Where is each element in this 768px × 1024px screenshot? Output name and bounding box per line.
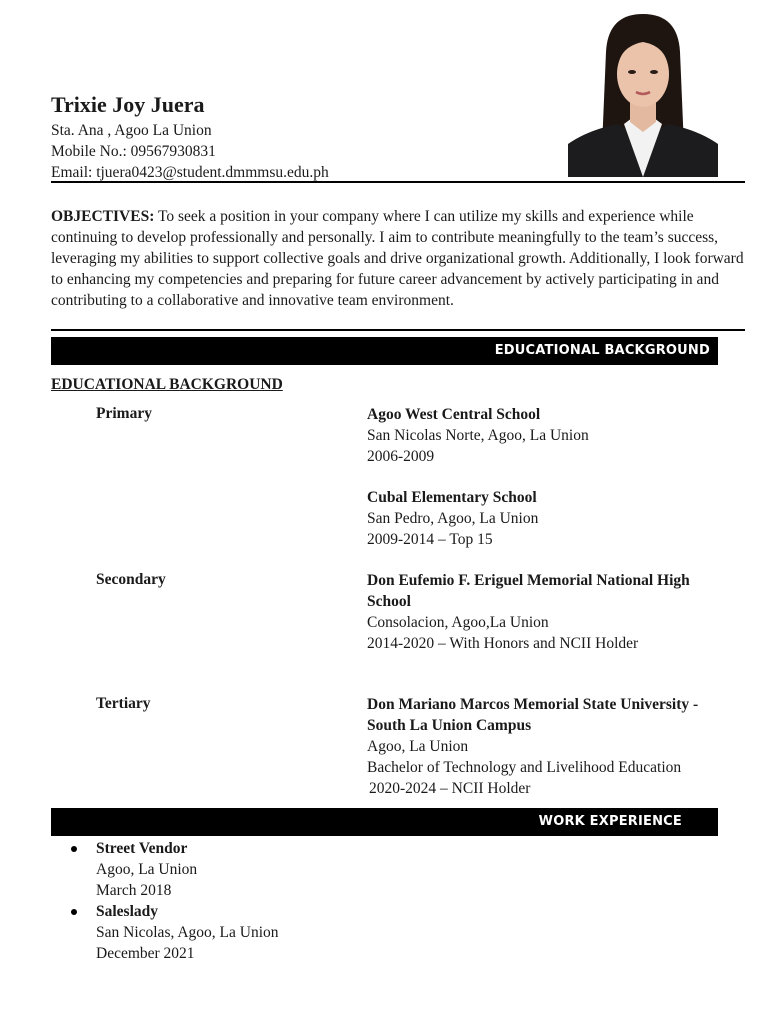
- school-name: Cubal Elementary School: [367, 489, 537, 506]
- school-address: Agoo, La Union: [367, 738, 469, 755]
- education-banner-label: EDUCATIONAL BACKGROUND: [494, 343, 710, 358]
- school-name: Agoo West Central School: [367, 406, 541, 423]
- job-location: Agoo, La Union: [96, 861, 198, 878]
- objective-divider: [51, 329, 745, 331]
- contact-info: [51, 120, 329, 183]
- address: Sta. Ana , Agoo La Union: [51, 122, 212, 139]
- school-entry: [367, 694, 727, 799]
- school-entry: [367, 404, 727, 467]
- list-item: [51, 901, 279, 964]
- school-course: Bachelor of Technology and Livelihood Education: [367, 759, 682, 776]
- school-name: Don Eufemio F. Eriguel Memorial National High School: [367, 572, 690, 610]
- school-years: 2009-2014 – Top 15: [367, 531, 493, 548]
- objective-section: [51, 206, 745, 311]
- objective-label: OBJECTIVES:: [51, 208, 155, 225]
- job-location: San Nicolas, Agoo, La Union: [96, 924, 279, 941]
- job-date: December 2021: [96, 945, 195, 962]
- school-address: San Nicolas Norte, Agoo, La Union: [367, 427, 589, 444]
- mobile-number: Mobile No.: 09567930831: [51, 143, 216, 160]
- profile-photo: [568, 12, 718, 177]
- level-primary: Primary: [96, 405, 152, 422]
- school-years: 2020-2024 – NCII Holder: [369, 780, 531, 797]
- objective-text: To seek a position in your company where I can utilize my skills and experience while continuing to develop professionally and personally. I aim to contribute meaningfully to the team’s success, leveraging my abilities to support collective goals and drive organizational growth. Additionally, I look forward to enhancing my competencies and preparing for future career advancement by actively participating in and contributing to a collaborative and innovative team environment.: [51, 208, 744, 309]
- bullet-icon: [71, 846, 77, 852]
- level-tertiary: Tertiary: [96, 695, 151, 712]
- education-banner: [51, 337, 718, 365]
- job-title: Saleslady: [96, 903, 159, 920]
- bullet-icon: [71, 909, 77, 915]
- work-banner: [51, 808, 718, 836]
- list-item: [51, 838, 279, 901]
- school-years: 2014-2020 – With Honors and NCII Holder: [367, 635, 639, 652]
- school-entry: [367, 570, 727, 654]
- job-title: Street Vendor: [96, 840, 188, 857]
- work-banner-label: WORK EXPERIENCE: [538, 814, 682, 829]
- header-divider: [51, 181, 745, 183]
- level-secondary: Secondary: [96, 571, 166, 588]
- school-address: Consolacion, Agoo,La Union: [367, 614, 549, 631]
- school-name: Don Mariano Marcos Memorial State University -South La Union Campus: [367, 696, 699, 734]
- email: Email: tjuera0423@student.dmmmsu.edu.ph: [51, 164, 329, 181]
- education-heading: EDUCATIONAL BACKGROUND: [51, 376, 283, 393]
- work-list: [51, 838, 279, 964]
- school-address: San Pedro, Agoo, La Union: [367, 510, 539, 527]
- applicant-name: Trixie Joy Juera: [51, 92, 205, 117]
- school-years: 2006-2009: [367, 448, 435, 465]
- school-entry: [367, 487, 727, 550]
- job-date: March 2018: [96, 882, 172, 899]
